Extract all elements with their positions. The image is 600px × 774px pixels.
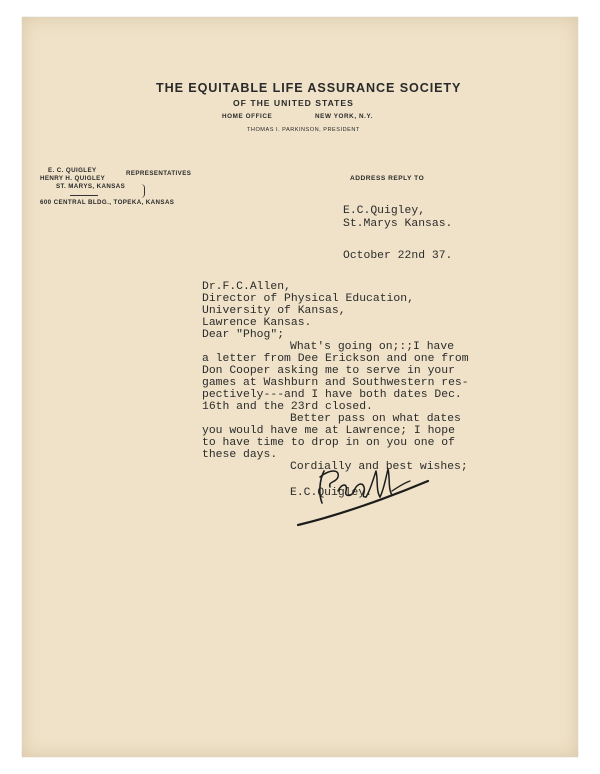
bracket-divider xyxy=(140,184,145,198)
recipient-line-3: University of Kansas, xyxy=(202,305,346,317)
body-line: these days. xyxy=(202,449,278,461)
recipient-line-4: Lawrence Kansas. xyxy=(202,317,312,329)
salutation: Dear "Phog"; xyxy=(202,329,285,341)
body-line: Better pass on what dates xyxy=(290,413,461,425)
recipient-line-2: Director of Physical Education, xyxy=(202,293,414,305)
letter-page xyxy=(22,17,578,757)
rep-label: REPRESENTATIVES xyxy=(126,170,192,177)
rep-name-2: HENRY H. QUIGLEY xyxy=(40,175,106,182)
reply-address-line-1: E.C.Quigley, xyxy=(343,205,426,217)
body-line: pectively---and I have both dates Dec. xyxy=(202,389,462,401)
body-line: 16th and the 23rd closed. xyxy=(202,401,373,413)
body-line: What's going on;:;I have xyxy=(290,341,455,353)
rep-location: ST. MARYS, KANSAS xyxy=(56,183,126,190)
president-line: THOMAS I. PARKINSON, PRESIDENT xyxy=(247,127,360,133)
recipient-line-1: Dr.F.C.Allen, xyxy=(202,281,291,293)
body-line: you would have me at Lawrence; I hope xyxy=(202,425,455,437)
body-line: games at Washburn and Southwestern res- xyxy=(202,377,469,389)
letter-date: October 22nd 37. xyxy=(343,250,453,262)
home-office-city: NEW YORK, N.Y. xyxy=(315,113,373,120)
body-line: Don Cooper asking me to serve in your xyxy=(202,365,455,377)
handwritten-signature xyxy=(280,447,430,527)
company-subtitle: OF THE UNITED STATES xyxy=(233,98,354,108)
address-reply-to-label: ADDRESS REPLY TO xyxy=(350,175,425,182)
reply-address-line-2: St.Marys Kansas. xyxy=(343,218,453,230)
home-office-label: HOME OFFICE xyxy=(222,113,273,120)
rep-rule xyxy=(70,195,98,196)
closing: Cordially and best wishes; xyxy=(290,461,468,473)
body-line: a letter from Dee Erickson and one from xyxy=(202,353,469,365)
body-line: to have time to drop in on you one of xyxy=(202,437,455,449)
company-name: THE EQUITABLE LIFE ASSURANCE SOCIETY xyxy=(156,81,462,95)
rep-office: 600 CENTRAL BLDG., TOPEKA, KANSAS xyxy=(40,199,175,206)
typed-signature-name: E.C.Quigley. xyxy=(290,487,373,499)
rep-name-1: E. C. QUIGLEY xyxy=(48,167,97,174)
